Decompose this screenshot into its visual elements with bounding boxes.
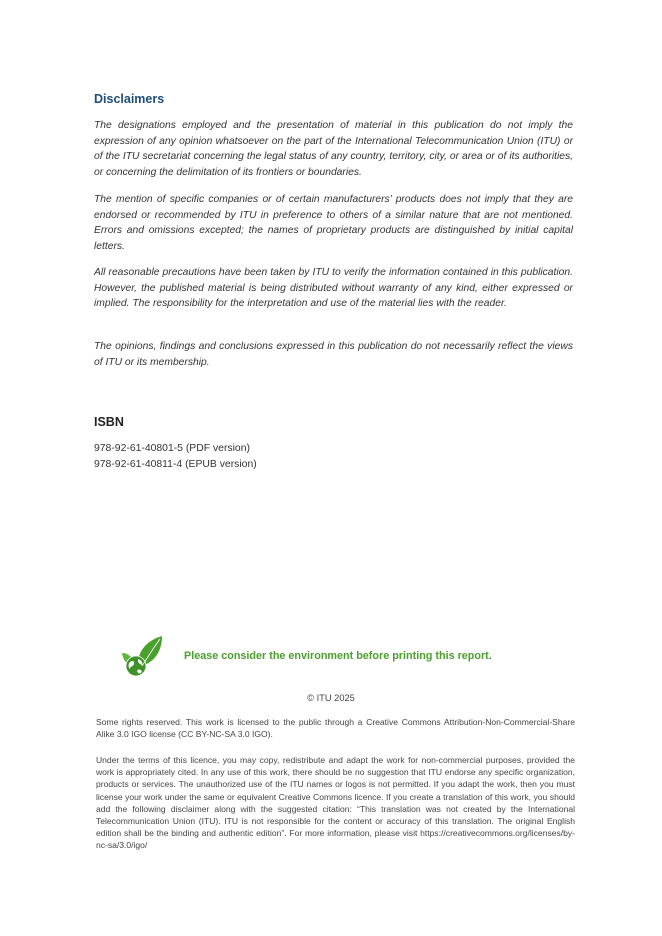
- disclaimer-paragraph-3: All reasonable precautions have been taken by ITU to verify the information contained in this publication. However, the published material is being distributed without warranty of any kind, either expressed or implied. The responsibility for the interpretation and use of the material lies with the reader.: [94, 267, 573, 310]
- rights-paragraph: Some rights reserved. This work is licensed to the public through a Creative Commons Attribution-Non-Commercial-Share Alike 3.0 IGO license (CC BY-NC-SA 3.0 IGO).: [96, 717, 575, 740]
- disclaimers-heading: Disclaimers: [94, 92, 165, 106]
- isbn-heading: ISBN: [94, 415, 124, 429]
- leaf-globe-icon: [122, 634, 164, 678]
- isbn-epub: 978-92-61-40811-4 (EPUB version): [94, 459, 257, 470]
- copyright: © ITU 2025: [307, 693, 355, 703]
- disclaimer-paragraph-4: The opinions, findings and conclusions expressed in this publication do not necessarily reflect the views of ITU or its membership.: [94, 341, 573, 368]
- isbn-pdf: 978-92-61-40801-5 (PDF version): [94, 443, 250, 454]
- license-terms-paragraph: Under the terms of this licence, you may copy, redistribute and adapt the work for non-commercial purposes, provided the work is appropriately cited. In any use of this work, there should be no suggestion that ITU endorse any specific organization, products or services. The unauthorized use of the ITU names or logos is not permitted. If you adapt the work, then you must license your work under the same or equivalent Creative Commons licence. If you create a translation of this work, you should add the following disclaimer along with the suggested citation: “This translation was not created by the International Telecommunication Union (ITU). ITU is not responsible for the content or accuracy of this translation. The original English edition shall be the binding and authentic edition”. For more information, please visit https://creativecommons.org/licenses/by-nc-sa/3.0/igo/: [96, 755, 575, 851]
- disclaimer-paragraph-1: The designations employed and the presentation of material in this publication do not imply the expression of any opinion whatsoever on the part of the International Telecommunication Union (ITU) or of the ITU secretariat concerning the legal status of any country, territory, city, or area or of its authorities, or concerning the delimitation of its frontiers or boundaries.: [94, 120, 573, 178]
- environment-message: Please consider the environment before printing this report.: [184, 650, 492, 662]
- disclaimer-paragraph-2: The mention of specific companies or of certain manufacturers’ products does not imply that they are endorsed or recommended by ITU in preference to others of a similar nature that are not mentioned. Errors and omissions excepted; the names of proprietary products are distinguished by initial capital letters.: [94, 194, 573, 252]
